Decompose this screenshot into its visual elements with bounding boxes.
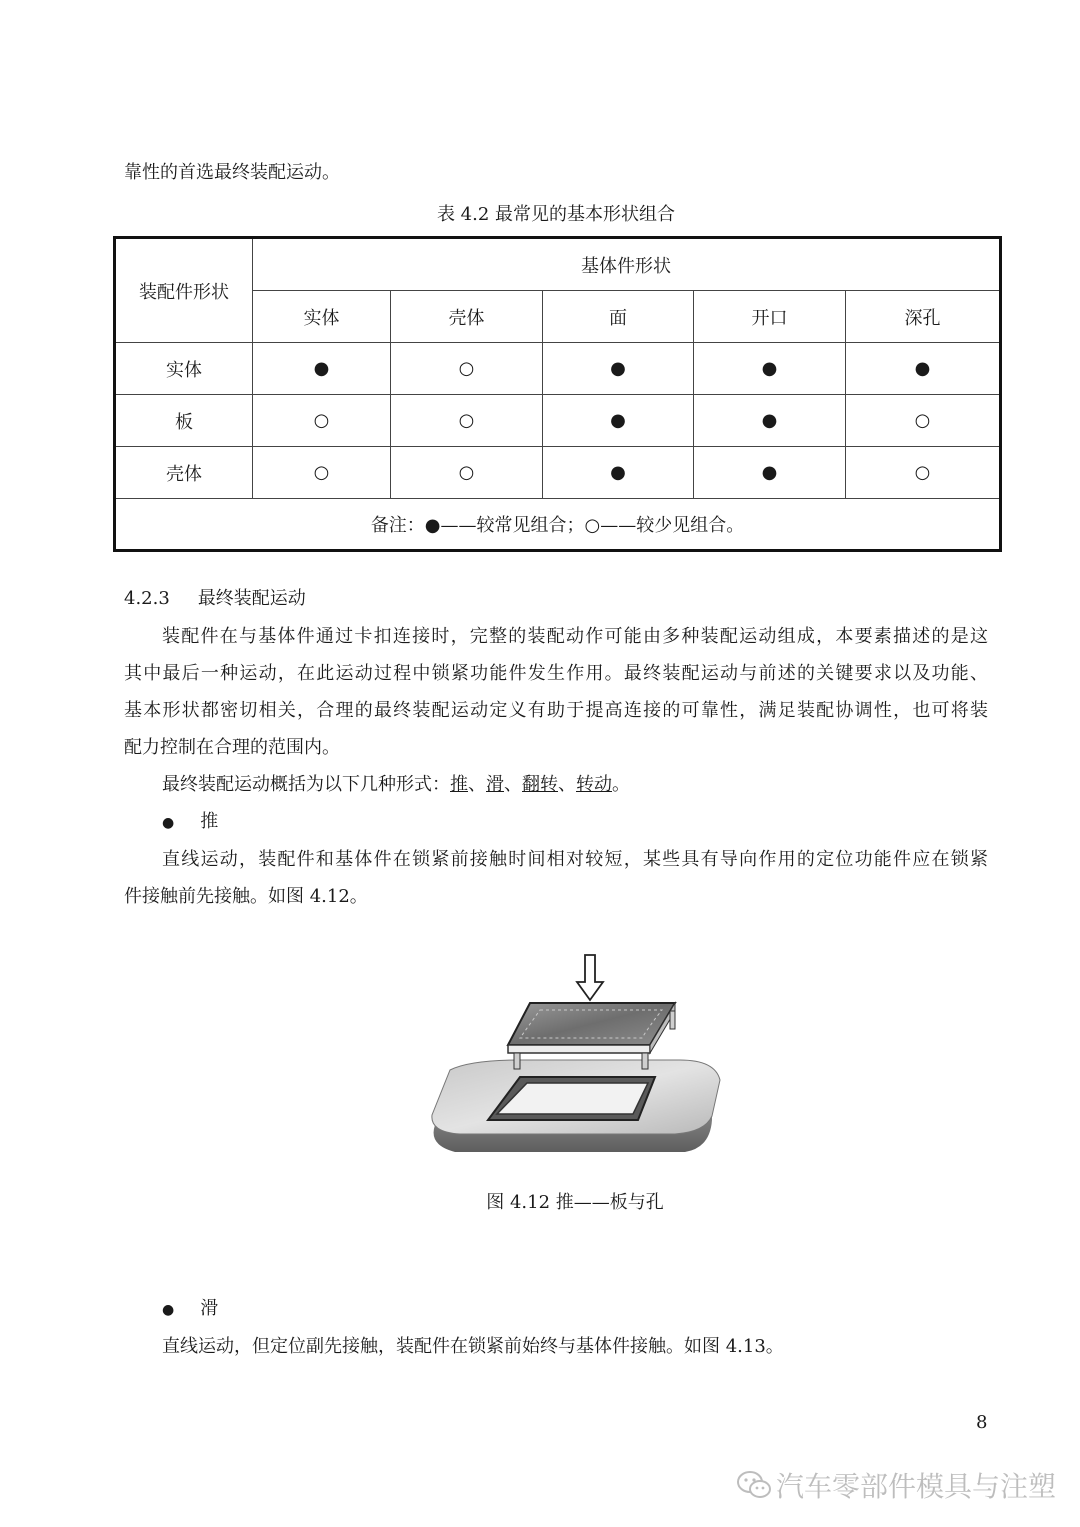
separator: 、 — [504, 774, 522, 795]
col-group-header: 基体件形状 — [253, 238, 1001, 291]
mark: ● — [610, 462, 626, 483]
row-label: 实体 — [115, 343, 253, 395]
slide-heading — [162, 1299, 218, 1320]
mark: ○ — [458, 462, 475, 483]
mark-cell — [391, 343, 543, 395]
figure-caption: 图 4.12 推——板与孔 — [486, 1192, 664, 1213]
section-title: 最终装配运动 — [197, 588, 306, 609]
form-push-link[interactable]: 推 — [450, 774, 468, 795]
mark-cell — [694, 447, 846, 499]
column-header: 实体 — [253, 291, 391, 343]
paragraph-line: 其中最后一种运动，在此运动过程中锁紧功能件发生作用。最终装配运动与前述的关键要求以及功能、 — [124, 663, 988, 684]
mark: ○ — [313, 410, 330, 431]
mark: ● — [761, 358, 778, 379]
mark-cell — [543, 343, 694, 395]
down-arrow-icon — [577, 955, 603, 1000]
mark: ● — [313, 358, 330, 379]
form-rotate-link[interactable]: 转动 — [576, 774, 612, 795]
mark-cell — [846, 395, 1001, 447]
column-header: 面 — [543, 291, 694, 343]
table-row — [115, 447, 1001, 499]
row-header: 装配件形状 — [115, 238, 253, 343]
row-label: 壳体 — [115, 447, 253, 499]
separator: 、 — [468, 774, 486, 795]
mark: ○ — [914, 462, 931, 483]
paragraph-line: 基本形状都密切相关，合理的最终装配运动定义有助于提高连接的可靠性，满足装配协调性，也可将装 — [124, 700, 988, 721]
slide-title: 滑 — [200, 1298, 219, 1319]
push-heading — [162, 812, 218, 833]
separator: 、 — [558, 774, 576, 795]
plate-part — [508, 1003, 675, 1069]
base-part — [432, 1060, 720, 1152]
paragraph-line: 直线运动，装配件和基体件在锁紧前接触时间相对较短，某些具有导向作用的定位功能件应在锁紧 — [162, 849, 988, 870]
mark: ● — [761, 462, 778, 483]
mark-cell — [391, 447, 543, 499]
mark: ● — [761, 410, 778, 431]
table-row — [115, 395, 1001, 447]
mark-cell — [846, 343, 1001, 395]
mark: ○ — [313, 462, 330, 483]
mark-cell — [253, 343, 391, 395]
paragraph-line: 装配件在与基体件通过卡扣连接时，完整的装配动作可能由多种装配运动组成，本要素描述的是这 — [162, 626, 988, 647]
watermark-text: 汽车零部件模具与注塑 — [775, 1470, 1056, 1503]
paragraph-line: 配力控制在合理的范围内。 — [124, 737, 340, 758]
column-header: 壳体 — [391, 291, 543, 343]
form-slide-link[interactable]: 滑 — [486, 774, 504, 795]
mark: ○ — [458, 410, 475, 431]
table-row — [115, 343, 1001, 395]
paragraph-line: 件接触前先接触。如图 4.12。 — [124, 886, 368, 907]
column-header: 开口 — [694, 291, 846, 343]
bullet-icon: ● — [162, 1302, 175, 1318]
table-caption: 表 4.2 最常见的基本形状组合 — [436, 204, 676, 225]
mark: ● — [610, 358, 626, 379]
forms-paragraph — [162, 775, 630, 795]
mark-cell — [543, 447, 694, 499]
paragraph-line: 直线运动，但定位副先接触，装配件在锁紧前始终与基体件接触。如图 4.13。 — [162, 1336, 784, 1357]
row-label: 板 — [115, 395, 253, 447]
forms-suffix: 。 — [612, 774, 630, 795]
continuation-line: 靠性的首选最终装配运动。 — [124, 162, 340, 183]
mark-cell — [846, 447, 1001, 499]
bullet-icon: ● — [162, 815, 175, 831]
table-note: 备注：●——较常见组合；○——较少见组合。 — [115, 499, 1001, 551]
page-number: 8 — [976, 1412, 988, 1433]
mark: ○ — [458, 358, 475, 379]
mark: ○ — [914, 410, 931, 431]
watermark — [736, 1463, 1056, 1507]
column-header: 深孔 — [846, 291, 1001, 343]
section-number: 4.2.3 — [124, 588, 170, 609]
mark: ● — [610, 410, 626, 431]
shape-combination-table — [113, 236, 1002, 552]
mark-cell — [391, 395, 543, 447]
mark-cell — [694, 395, 846, 447]
mark-cell — [253, 395, 391, 447]
push-title: 推 — [200, 811, 219, 832]
mark-cell — [694, 343, 846, 395]
push-figure — [380, 920, 760, 1175]
mark-cell — [543, 395, 694, 447]
section-heading — [124, 589, 306, 609]
forms-prefix: 最终装配运动概括为以下几种形式： — [162, 774, 450, 795]
form-flip-link[interactable]: 翻转 — [522, 774, 558, 795]
mark-cell — [253, 447, 391, 499]
mark: ● — [914, 358, 931, 379]
wechat-icon — [736, 1470, 772, 1500]
